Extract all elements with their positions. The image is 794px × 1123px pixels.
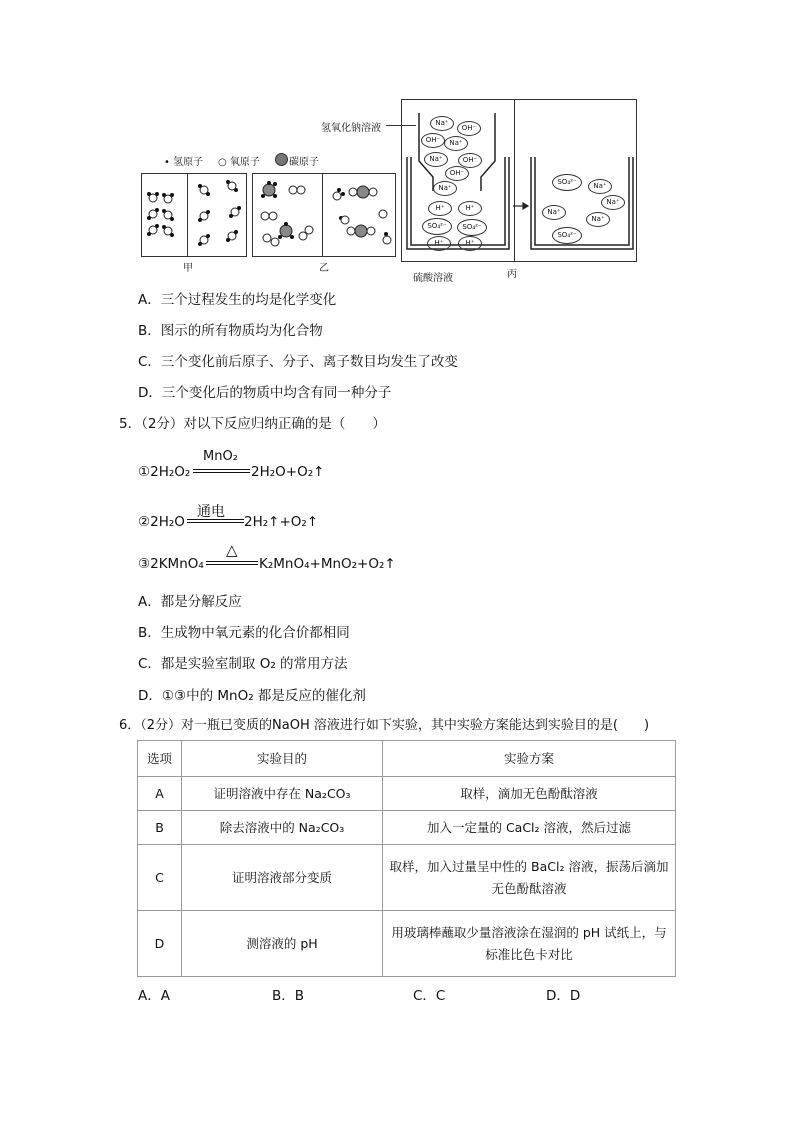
table-row — [138, 777, 676, 811]
ion: Na⁺ — [586, 212, 610, 227]
table-row — [138, 911, 676, 977]
eq2-products: 2H₂↑+O₂↑ — [244, 514, 319, 530]
panel-yi — [252, 173, 396, 257]
eq1-line — [193, 472, 250, 473]
eq1-reactants: ①2H₂O₂ — [138, 464, 191, 480]
q5-option-a: A．都是分解反应 — [138, 594, 242, 610]
carbon-atom-icon — [275, 153, 288, 166]
eq3-line — [206, 564, 258, 565]
q5-option-c: C．都是实验室制取 O₂ 的常用方法 — [138, 656, 348, 672]
table-cell: 取样，滴加无色酚酞溶液 — [383, 777, 676, 811]
ion: H⁺ — [458, 236, 482, 251]
ion: Na⁺ — [601, 195, 625, 210]
table-cell: 加入一定量的 CaCl₂ 溶液，然后过滤 — [383, 811, 676, 845]
ion: Na⁺ — [542, 205, 566, 220]
q6-option-b: B．B — [272, 988, 305, 1004]
eq2-line — [187, 522, 244, 523]
table-row — [138, 811, 676, 845]
water-molecules-diagram — [142, 174, 246, 256]
sulfuric-acid-label: 硫酸溶液 — [413, 273, 453, 284]
table-cell: 除去溶液中的 Na₂CO₃ — [182, 811, 383, 845]
ion: OH⁻ — [458, 153, 482, 168]
ion: Na⁺ — [588, 179, 612, 194]
ion: Na⁺ — [444, 136, 468, 151]
table-cell: A — [138, 777, 182, 811]
eq1-line — [193, 469, 250, 470]
ion: H⁺ — [428, 201, 452, 216]
table-cell: 证明溶液部分变质 — [182, 845, 383, 911]
q4-option-c: C．三个变化前后原子、分子、离子数目均发生了改变 — [138, 354, 458, 370]
table-cell: B — [138, 811, 182, 845]
experiment-table — [137, 740, 676, 977]
label-bing: 丙 — [507, 269, 517, 280]
legend-oxygen: ○ 氧原子 — [218, 157, 260, 168]
table-cell: 用玻璃棒蘸取少量溶液涂在湿润的 pH 试纸上，与标准比色卡对比 — [383, 911, 676, 977]
eq2-line — [187, 519, 244, 520]
table-cell: D — [138, 911, 182, 977]
ion: Na⁺ — [430, 116, 454, 131]
q4-option-b: B．图示的所有物质均为化合物 — [138, 323, 323, 339]
q4-option-d: D．三个变化后的物质中均含有同一种分子 — [138, 385, 392, 401]
eq2-condition: 通电 — [197, 504, 225, 520]
eq1-condition: MnO₂ — [203, 449, 238, 464]
table-cell: 测溶液的 pH — [182, 911, 383, 977]
ion-group-left — [425, 115, 488, 255]
q5-option-d: D．①③中的 MnO₂ 都是反应的催化剂 — [138, 688, 366, 704]
eq1-products: 2H₂O+O₂↑ — [251, 464, 325, 480]
table-header-cell: 实验方案 — [383, 741, 676, 777]
ion: Na⁺ — [424, 152, 448, 167]
label-jia: 甲 — [183, 263, 193, 274]
eq3-reactants: ③2KMnO₄ — [138, 556, 204, 572]
ion: H⁺ — [427, 236, 451, 251]
table-header-cell: 选项 — [138, 741, 182, 777]
table-cell: C — [138, 845, 182, 911]
eq3-line — [206, 561, 258, 562]
table-row — [138, 845, 676, 911]
methane-combustion-diagram — [253, 174, 395, 256]
label-yi: 乙 — [319, 263, 329, 274]
panel-jia — [141, 173, 247, 257]
ion: Na⁺ — [433, 181, 457, 196]
q4-option-a: A．三个过程发生的均是化学变化 — [138, 292, 337, 308]
legend-hydrogen: • 氢原子 — [164, 157, 204, 168]
eq3-products: K₂MnO₄+MnO₂+O₂↑ — [259, 556, 396, 572]
q6-option-d: D．D — [546, 988, 581, 1004]
ion: SO₄²⁻ — [552, 227, 582, 244]
q5-option-b: B．生成物中氧元素的化合价都相同 — [138, 625, 350, 641]
ion: OH⁻ — [421, 133, 445, 148]
ion: H⁺ — [458, 201, 482, 216]
legend-carbon: 碳原子 — [289, 157, 319, 168]
q6-option-a: A．A — [138, 988, 170, 1004]
table-cell: 取样，加入过量呈中性的 BaCl₂ 溶液，振荡后滴加无色酚酞溶液 — [383, 845, 676, 911]
naoh-solution-label: 氢氧化钠溶液 — [321, 123, 381, 134]
q5-stem: 5．（2分）对以下反应归纳正确的是（ ） — [119, 416, 386, 432]
ion: OH⁻ — [457, 121, 481, 136]
table-header-row — [138, 741, 676, 777]
ion: SO₄²⁻ — [552, 174, 582, 191]
ion: SO₄²⁻ — [422, 218, 452, 235]
table-header-cell: 实验目的 — [182, 741, 383, 777]
eq2-reactants: ②2H₂O — [138, 514, 185, 530]
ion: OH⁻ — [445, 166, 469, 181]
table-cell: 证明溶液中存在 Na₂CO₃ — [182, 777, 383, 811]
ion: SO₄²⁻ — [457, 219, 487, 236]
q6-option-c: C．C — [413, 988, 446, 1004]
ion-group-right — [540, 170, 630, 250]
eq3-condition: △ — [226, 541, 238, 559]
q6-stem: 6．（2分）对一瓶已变质的NaOH 溶液进行如下实验，其中实验方案能达到实验目的是( ) — [119, 718, 650, 733]
